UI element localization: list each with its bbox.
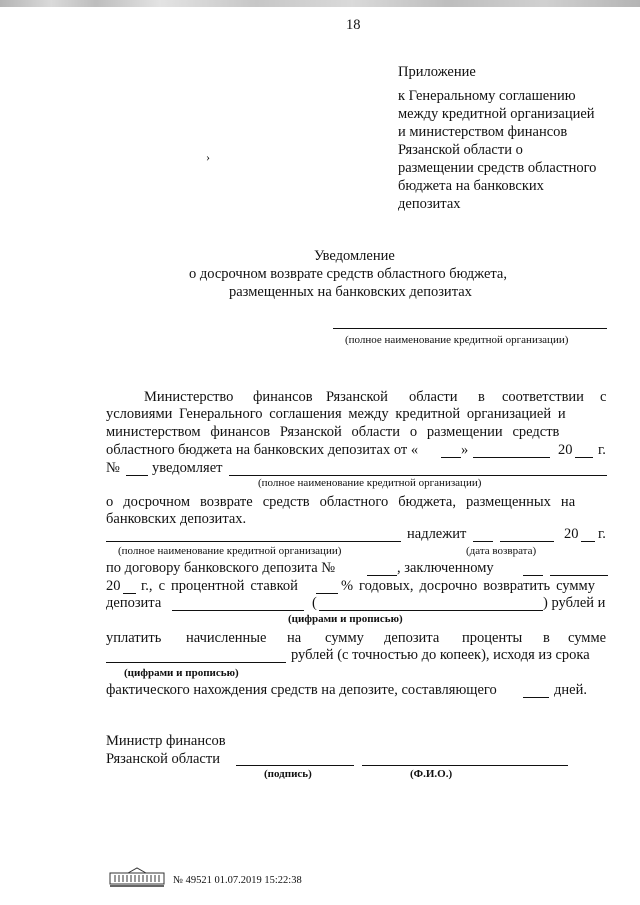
body-text: областного бюджета на банковских депозитах от «	[106, 442, 419, 458]
body-text: условиями Генерального соглашения между кредитной организацией и	[106, 406, 566, 422]
field-caption: (дата возврата)	[466, 545, 537, 557]
body-text: №	[106, 460, 120, 476]
name-line	[362, 765, 568, 766]
contract-day-line	[523, 575, 543, 576]
body-text: г.	[598, 526, 606, 542]
appendix-line: размещении средств областного	[398, 160, 597, 176]
body-text: министерством финансов Рязанской области о размещении средств	[106, 424, 560, 440]
heading-title: Уведомление	[314, 248, 395, 264]
body-text: области	[409, 389, 458, 405]
body-text: г.	[598, 442, 606, 458]
body-text: г., с процентной ставкой	[141, 578, 298, 594]
appendix-line: к Генеральному соглашению	[398, 88, 576, 104]
body-text: ) рублей и	[543, 595, 606, 611]
appendix-line: между кредитной организацией	[398, 106, 595, 122]
rate-year-line	[123, 593, 136, 594]
due-day-line	[473, 541, 493, 542]
name-caption: (Ф.И.О.)	[410, 768, 453, 780]
body-text: уведомляет	[152, 460, 223, 476]
amount-figures-line	[172, 610, 304, 611]
days-line	[523, 697, 549, 698]
body-text: финансов	[253, 389, 313, 405]
body-text: в	[478, 389, 485, 405]
due-year-line	[581, 541, 595, 542]
appendix-line: и министерством финансов	[398, 124, 568, 140]
signatory-title: Рязанской области	[106, 751, 220, 767]
body-text: проценты	[462, 630, 523, 646]
signature-line	[236, 765, 354, 766]
registry-logo-icon	[108, 866, 166, 888]
recipient-line	[333, 328, 607, 329]
body-text: % годовых, досрочно возвратить сумму	[341, 578, 595, 594]
page-number: 18	[346, 17, 361, 33]
amount-words-line	[319, 610, 543, 611]
body-text: 20	[558, 442, 573, 458]
field-caption: (цифрами и прописью)	[288, 613, 403, 625]
org-line	[229, 475, 607, 476]
field-caption: (полное наименование кредитной организации)	[258, 477, 482, 489]
scan-edge	[0, 0, 640, 7]
body-text: по договору банковского депозита №	[106, 560, 336, 576]
field-caption: (полное наименование кредитной организации)	[118, 545, 342, 557]
body-text: 20	[564, 526, 579, 542]
date-year-line	[575, 457, 593, 458]
body-text: сумму	[325, 630, 364, 646]
contract-month-line	[550, 575, 608, 576]
recipient-caption: (полное наименование кредитной организации)	[345, 334, 569, 346]
body-text: в	[543, 630, 550, 646]
stray-mark: ›	[206, 150, 210, 164]
appendix-line: Рязанской области о	[398, 142, 523, 158]
body-text: 20	[106, 578, 121, 594]
body-text: фактического нахождения средств на депозите, составляющего	[106, 682, 497, 698]
due-month-line	[500, 541, 554, 542]
body-text: на	[287, 630, 302, 646]
body-text: соответствии	[502, 389, 584, 405]
body-text: Рязанской	[326, 389, 388, 405]
heading-subtitle: размещенных на банковских депозитах	[229, 284, 472, 300]
body-text: (	[312, 595, 317, 611]
body-text: банковских депозитах.	[106, 511, 247, 527]
org-line	[106, 541, 401, 542]
body-text: начисленные	[186, 630, 267, 646]
field-caption: (цифрами и прописью)	[124, 667, 239, 679]
body-text: »	[461, 442, 469, 458]
body-text: о досрочном возврате средств областного бюджета, размещенных на	[106, 494, 576, 510]
appendix-title: Приложение	[398, 64, 476, 80]
body-text: рублей (с точностью до копеек), исходя из срока	[291, 647, 590, 663]
heading-subtitle: о досрочном возврате средств областного бюджета,	[189, 266, 507, 282]
body-text: дней.	[554, 682, 587, 698]
body-text: надлежит	[407, 526, 467, 542]
body-text: , заключенному	[397, 560, 494, 576]
body-text: депозита	[106, 595, 162, 611]
signature-caption: (подпись)	[264, 768, 312, 780]
body-text: депозита	[384, 630, 440, 646]
date-day-line	[441, 457, 461, 458]
body-text: сумме	[568, 630, 607, 646]
body-text: Министерство	[144, 389, 234, 405]
date-month-line	[473, 457, 550, 458]
rate-line	[316, 593, 338, 594]
body-text: уплатить	[106, 630, 162, 646]
registration-stamp: № 49521 01.07.2019 15:22:38	[173, 875, 302, 886]
interest-amount-line	[106, 662, 286, 663]
number-line	[126, 475, 148, 476]
body-text: с	[600, 389, 607, 405]
signatory-title: Министр финансов	[106, 733, 226, 749]
contract-number-line	[367, 575, 397, 576]
appendix-line: депозитах	[398, 196, 461, 212]
appendix-line: бюджета на банковских	[398, 178, 544, 194]
